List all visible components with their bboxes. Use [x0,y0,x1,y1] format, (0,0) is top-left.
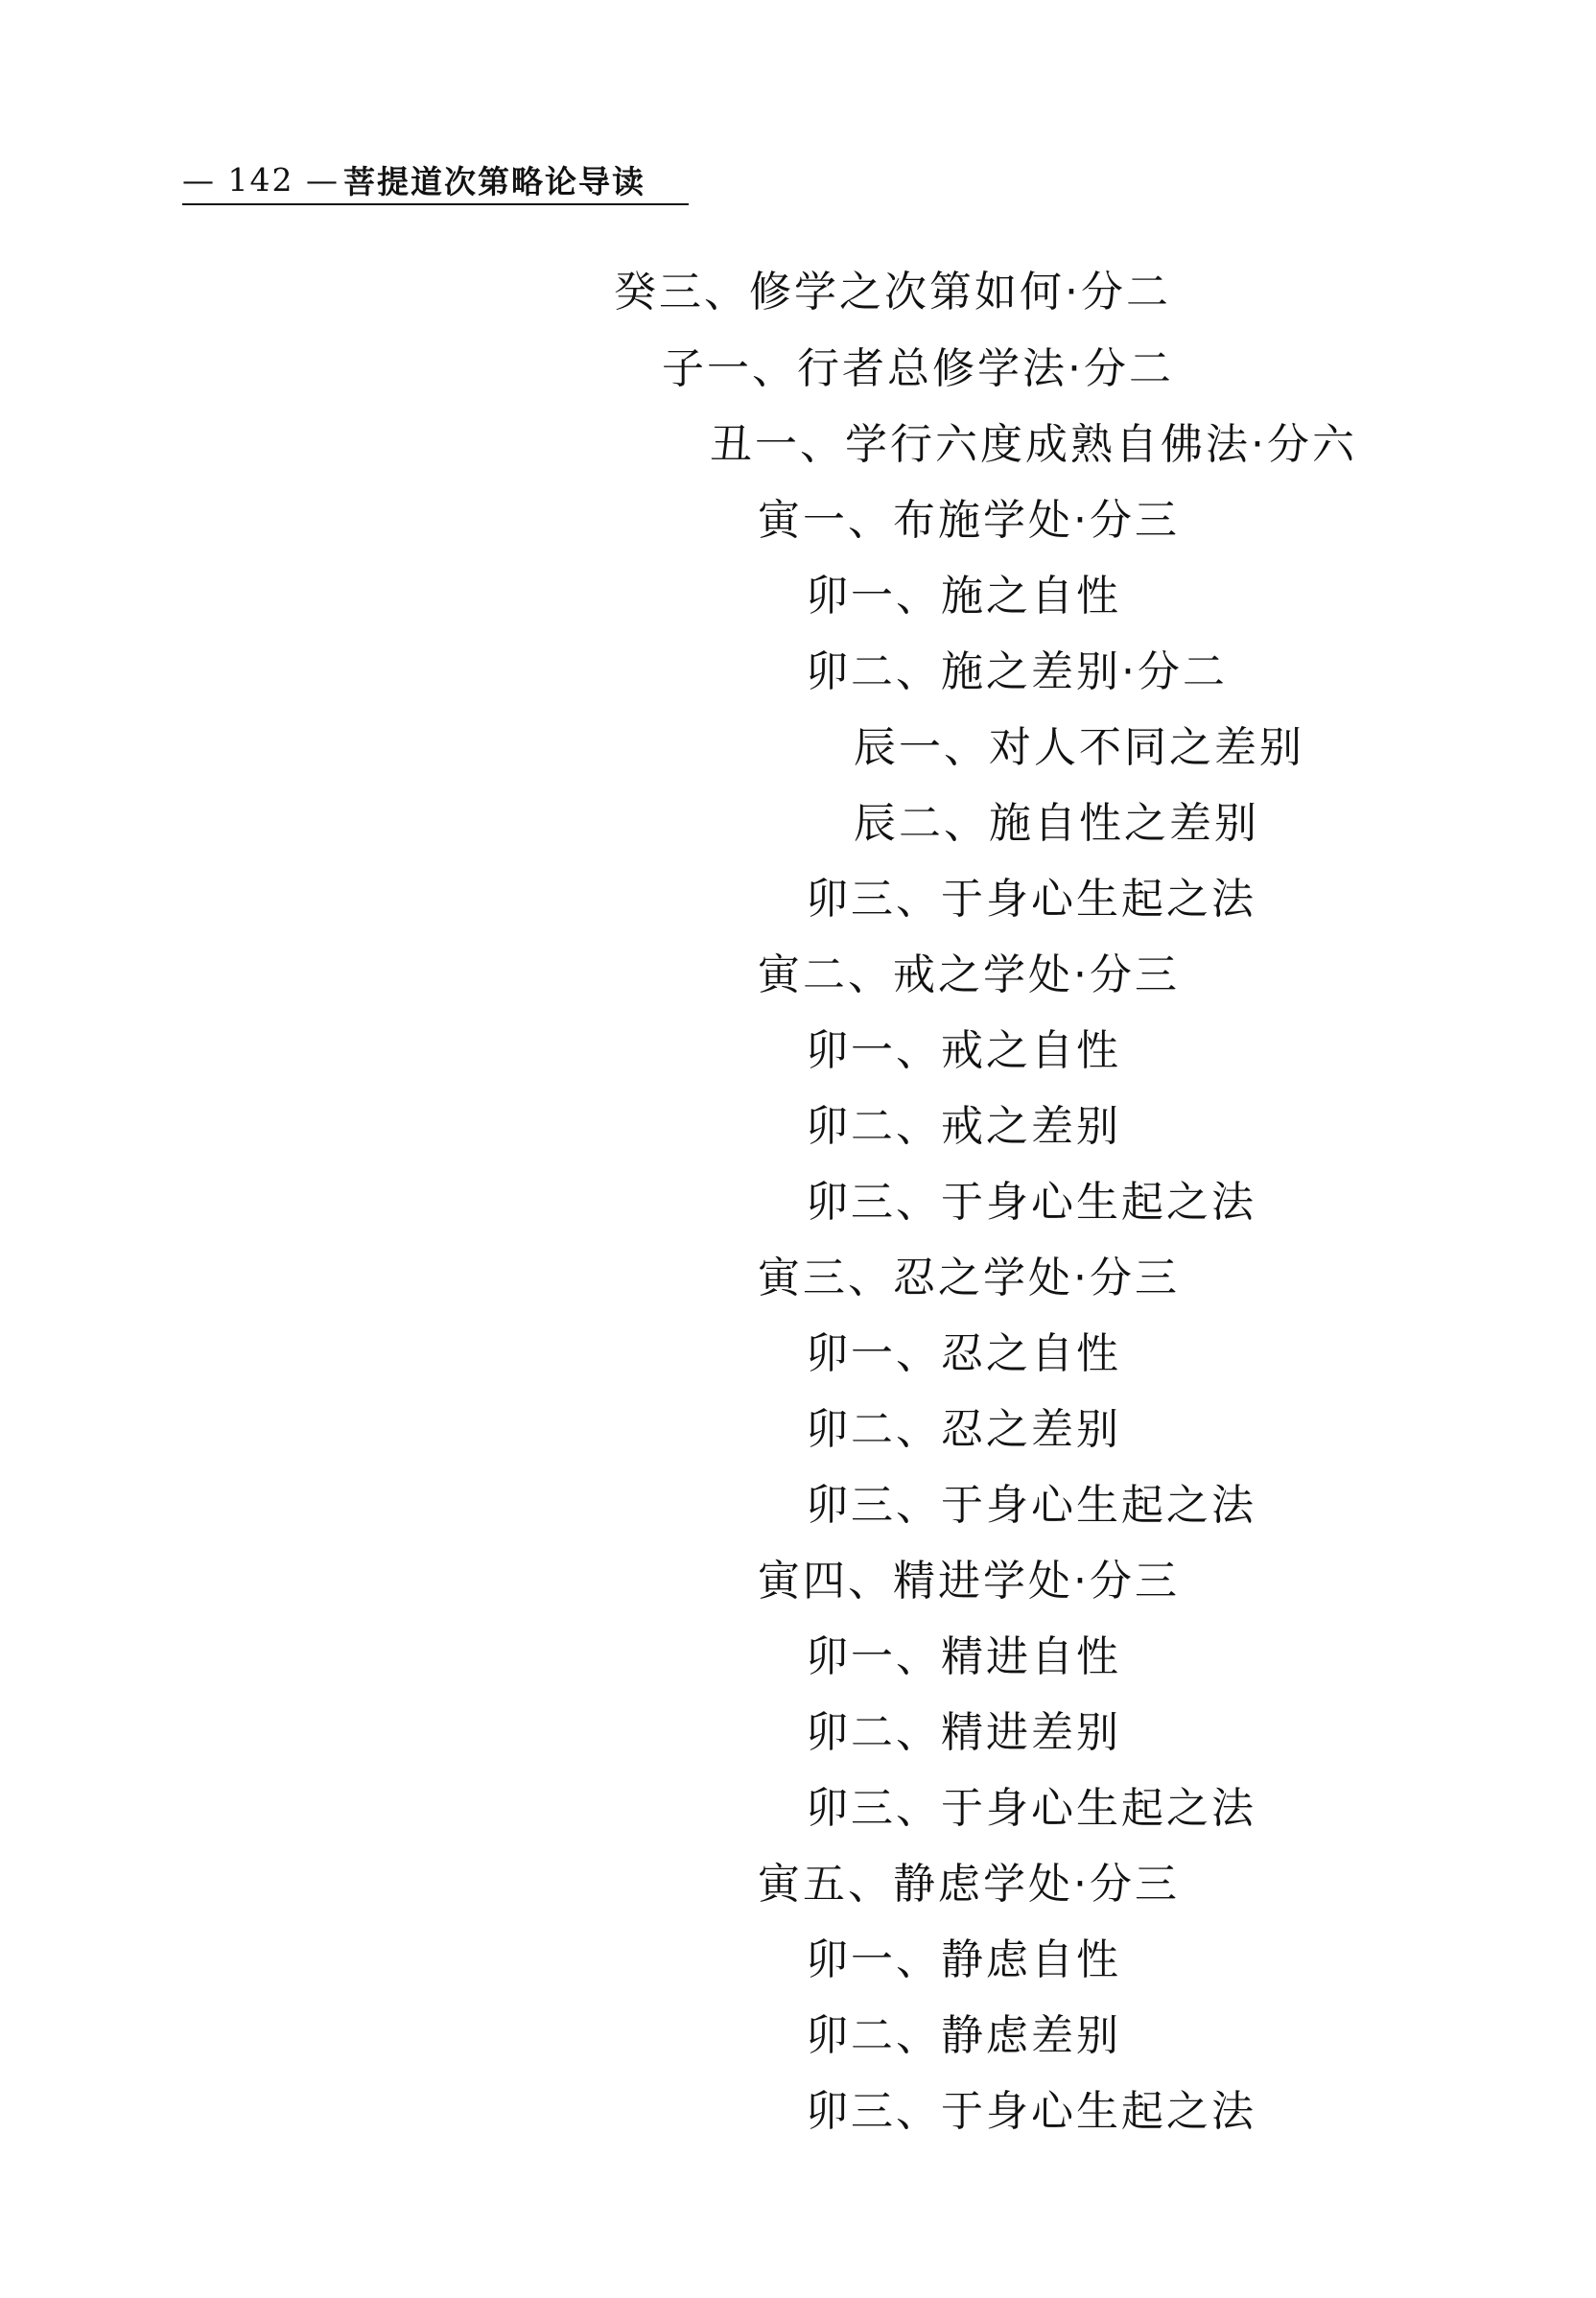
outline-entry-level-1: 癸三、修学之次第如何·分二 [614,268,1171,317]
outline-entry-level-5: 卯二、精进差别 [806,1708,1121,1757]
outline-entry-level-5: 卯二、施之差别·分二 [806,647,1228,696]
outline-entry-level-5: 卯三、于身心生起之法 [806,1178,1256,1227]
outline-entry-level-5: 卯二、忍之差别 [806,1405,1121,1454]
outline-entry-level-4: 寅三、忍之学处·分三 [758,1254,1180,1302]
outline-entry-level-4: 寅四、精进学处·分三 [758,1557,1180,1606]
outline-entry-level-5: 卯三、于身心生起之法 [806,1784,1256,1833]
outline-entry-level-4: 寅二、戒之学处·分三 [758,950,1180,999]
outline-entry-level-5: 卯三、于身心生起之法 [806,2087,1256,2136]
outline-entry-level-4: 寅五、静虑学处·分三 [758,1860,1180,1909]
outline-entry-level-5: 卯三、于身心生起之法 [806,875,1256,924]
outline-entry-level-2: 子一、行者总修学法·分二 [662,344,1174,393]
outline-entry-level-4: 寅一、布施学处·分三 [758,496,1180,545]
outline-entry-level-5: 卯二、戒之差别 [806,1102,1121,1151]
outline-entry-level-6: 辰二、施自性之差别 [854,799,1259,848]
outline-entry-level-5: 卯一、戒之自性 [806,1026,1121,1075]
outline-entry-level-5: 卯二、静虑差别 [806,2011,1121,2060]
page-number: — 142 — [182,160,340,199]
outline-entry-level-5: 卯一、施之自性 [806,572,1121,621]
outline-entry-level-5: 卯一、精进自性 [806,1632,1121,1681]
outline-entry-level-5: 卯一、忍之自性 [806,1329,1121,1378]
outline-entry-level-5: 卯三、于身心生起之法 [806,1481,1256,1530]
outline-entry-level-5: 卯一、静虑自性 [806,1935,1121,1984]
outline-entry-level-3: 丑一、学行六度成熟自佛法·分六 [710,420,1357,469]
book-title: 菩提道次第略论导读 [342,162,645,200]
outline-entry-level-6: 辰一、对人不同之差别 [854,723,1304,772]
